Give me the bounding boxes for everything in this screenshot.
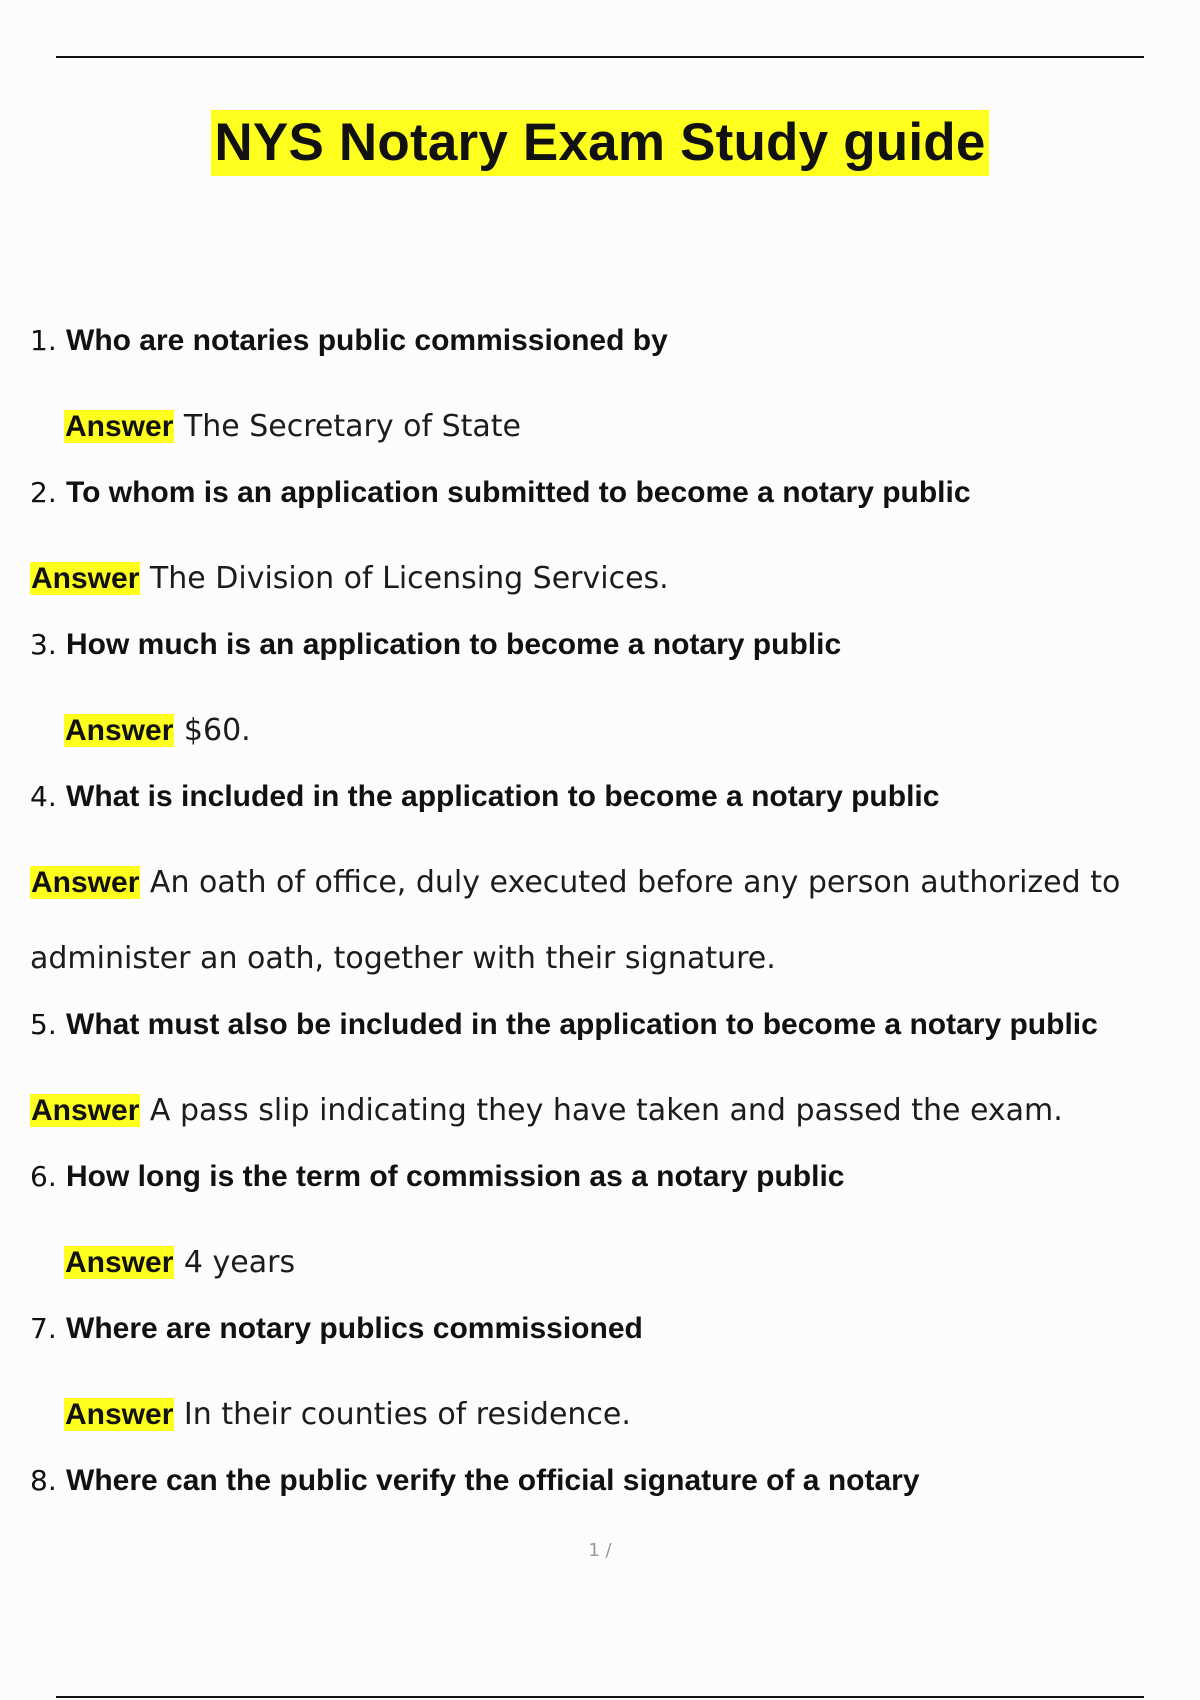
- question-number: 3.: [30, 628, 57, 661]
- answer-text: An oath of office, duly executed before any person authorized to administer an oath, together with their signature.: [30, 865, 1121, 976]
- answer-text: A pass slip indicating they have taken and passed the exam.: [149, 1093, 1063, 1128]
- question-text: How long is the term of commission as a notary public: [66, 1160, 845, 1193]
- question-number: 8.: [30, 1464, 57, 1497]
- question-item: [30, 1301, 1180, 1377]
- question-item: [30, 313, 1180, 389]
- answer-label: Answer: [31, 866, 140, 899]
- top-rule: [56, 56, 1144, 58]
- answer-text: $60.: [183, 713, 251, 748]
- answer-label: Answer: [31, 562, 140, 595]
- question-number: 6.: [30, 1160, 57, 1193]
- answer-label: Answer: [65, 1398, 174, 1431]
- page-marker: 1 /: [588, 1540, 612, 1561]
- question-item: [30, 769, 1180, 845]
- question-item: [30, 1453, 1180, 1529]
- question-number: 1.: [30, 324, 57, 357]
- answer-label: Answer: [31, 1094, 140, 1127]
- answer-item: [30, 1377, 1180, 1453]
- answer-item: [30, 693, 1180, 769]
- title-container: [0, 110, 1200, 176]
- question-text: Where are notary publics commissioned: [66, 1312, 643, 1345]
- answer-label: Answer: [65, 410, 174, 443]
- question-number: 7.: [30, 1312, 57, 1345]
- answer-text: The Secretary of State: [183, 409, 522, 444]
- question-text: Who are notaries public commissioned by: [66, 324, 668, 357]
- answer-text: The Division of Licensing Services.: [149, 561, 669, 596]
- answer-text: In their counties of residence.: [183, 1397, 631, 1432]
- question-number: 4.: [30, 780, 57, 813]
- question-text: To whom is an application submitted to become a notary public: [66, 476, 971, 509]
- answer-item: [30, 541, 1180, 617]
- question-item: [30, 1149, 1180, 1225]
- answer-label: Answer: [65, 1246, 174, 1279]
- question-text: How much is an application to become a notary public: [66, 628, 842, 661]
- question-number: 2.: [30, 476, 57, 509]
- question-text: Where can the public verify the official signature of a notary: [66, 1464, 920, 1497]
- document-title: NYS Notary Exam Study guide: [211, 110, 988, 176]
- question-number: 5.: [30, 1008, 57, 1041]
- answer-item: [30, 1225, 1180, 1301]
- answer-text: 4 years: [183, 1245, 296, 1280]
- qa-list: [30, 313, 1180, 1529]
- question-item: [30, 997, 1180, 1073]
- answer-item: [30, 1073, 1180, 1149]
- question-item: [30, 617, 1180, 693]
- question-item: [30, 465, 1180, 541]
- answer-item: [30, 389, 1180, 465]
- answer-label: Answer: [65, 714, 174, 747]
- bottom-rule: [56, 1696, 1144, 1698]
- question-text: What is included in the application to become a notary public: [66, 780, 940, 813]
- question-text: What must also be included in the application to become a notary public: [66, 1008, 1098, 1041]
- answer-item: [30, 845, 1180, 997]
